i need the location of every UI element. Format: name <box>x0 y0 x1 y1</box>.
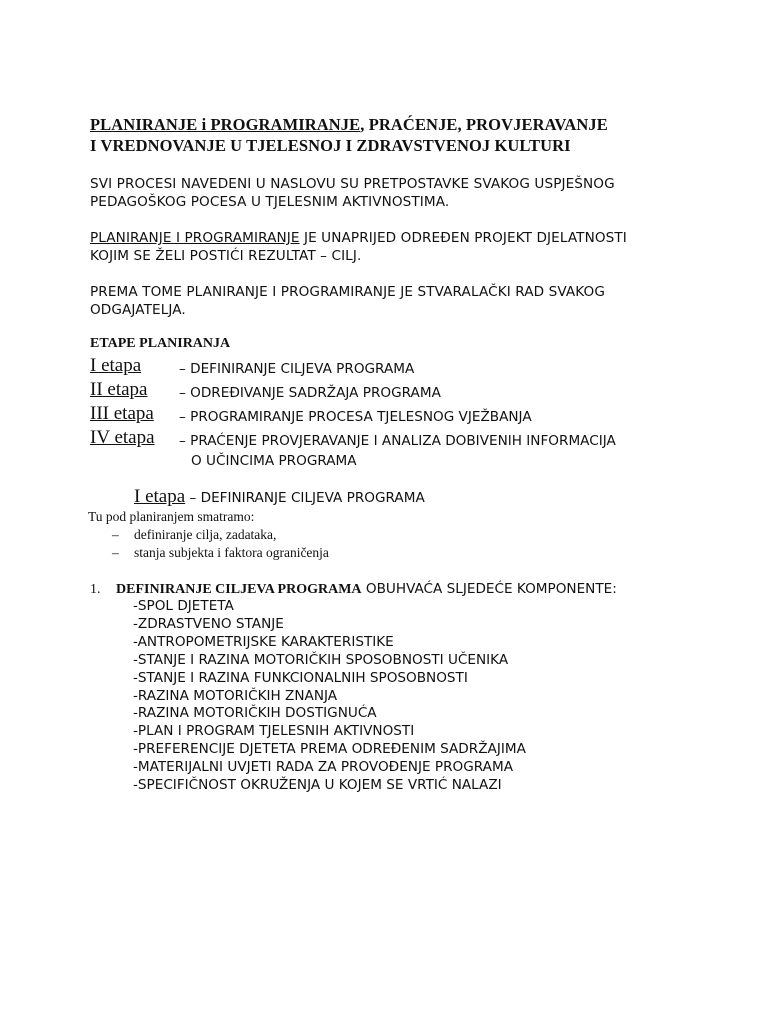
title-line-1 <box>90 114 608 135</box>
section-heading-rest: – DEFINIRANJE CILJEVA PROGRAMA <box>185 490 425 506</box>
dash-marker: – <box>112 527 119 542</box>
components-list <box>133 598 526 795</box>
title-underlined-part: PLANIRANJE i PROGRAMIRANJE <box>90 115 361 134</box>
title-line-2: I VREDNOVANJE U TJELESNOJ I ZDRAVSTVENOJ KULTURI <box>90 136 571 155</box>
item-number: 1. <box>90 582 101 597</box>
etapa-description-continuation: O UČINCIMA PROGRAMA <box>191 453 357 469</box>
section-etapa-label: I etapa <box>134 486 186 507</box>
dash-list <box>112 526 329 562</box>
intro-paragraph-3 <box>90 283 605 319</box>
etapa-description: – PROGRAMIRANJE PROCESA TJELESNOG VJEŽBANJA <box>179 409 532 425</box>
defined-term: PLANIRANJE I PROGRAMIRANJE <box>90 230 300 246</box>
paragraph-line: PEDAGOŠKOG POCESA U TJELESNIM AKTIVNOSTIMA. <box>90 194 450 210</box>
component-item: -RAZINA MOTORIČKIH ZNANJA <box>133 687 338 704</box>
component-item: -MATERIJALNI UVJETI RADA ZA PROVOĐENJE PROGRAMA <box>133 759 513 776</box>
numbered-item-1 <box>90 580 617 598</box>
section-intro: Tu pod planiranjem smatramo: <box>88 509 255 524</box>
title-line-1-rest: , PRAĆENJE, PROVJERAVANJE <box>360 115 608 134</box>
etapa-label: I etapa <box>90 355 142 376</box>
etapa-description-line: – PRAĆENJE PROVJERAVANJE I ANALIZA DOBIVENIH INFORMACIJA <box>179 433 616 449</box>
paragraph-line: KOJIM SE ŽELI POSTIĆI REZULTAT – CILJ. <box>90 248 362 264</box>
numbered-item-rest: OBUHVAĆA SLJEDEĆE KOMPONENTE: <box>361 581 617 597</box>
component-item: -STANJE I RAZINA MOTORIČKIH SPOSOBNOSTI UČENIKA <box>133 651 509 668</box>
component-item: -PLAN I PROGRAM TJELESNIH AKTIVNOSTI <box>133 723 415 740</box>
component-item: -SPECIFIČNOST OKRUŽENJA U KOJEM SE VRTIĆ NALAZI <box>133 777 502 794</box>
etapa-label: II etapa <box>90 379 148 400</box>
component-item: -ZDRASTVENO STANJE <box>133 615 284 632</box>
paragraph-line: SVI PROCESI NAVEDENI U NASLOVU SU PRETPOSTAVKE SVAKOG USPJEŠNOG <box>90 176 615 192</box>
section-heading <box>134 486 425 508</box>
component-item: -PREFERENCIJE DJETETA PREMA ODREĐENIM SADRŽAJIMA <box>133 741 526 758</box>
etapa-description: – DEFINIRANJE CILJEVA PROGRAMA <box>179 361 415 377</box>
intro-paragraph-1 <box>90 175 615 211</box>
etape-heading: ETAPE PLANIRANJA <box>90 336 231 351</box>
paragraph-line: ODGAJATELJA. <box>90 302 186 318</box>
list-item-text: definiranje cilja, zadataka, <box>134 527 277 542</box>
component-item: -ANTROPOMETRIJSKE KARAKTERISTIKE <box>133 633 394 650</box>
dash-marker: – <box>112 545 119 560</box>
component-item: -SPOL DJETETA <box>133 598 234 614</box>
component-item: -RAZINA MOTORIČKIH DOSTIGNUĆA <box>133 705 377 722</box>
etapa-label: III etapa <box>90 403 154 424</box>
etapa-description <box>179 431 699 471</box>
document-title <box>90 114 608 156</box>
paragraph-line-rest: JE UNAPRIJED ODREĐEN PROJEKT DJELATNOSTI <box>299 230 627 246</box>
numbered-item-bold: DEFINIRANJE CILJEVA PROGRAMA <box>116 582 362 597</box>
paragraph-line <box>90 229 627 247</box>
list-item-text: stanja subjekta i faktora ograničenja <box>134 545 329 560</box>
etapa-label: IV etapa <box>90 427 155 448</box>
list-item <box>112 544 329 562</box>
etapa-description: – ODREĐIVANJE SADRŽAJA PROGRAMA <box>179 385 441 401</box>
paragraph-line: PREMA TOME PLANIRANJE I PROGRAMIRANJE JE STVARALAČKI RAD SVAKOG <box>90 284 605 300</box>
component-item: -STANJE I RAZINA FUNKCIONALNIH SPOSOBNOSTI <box>133 669 468 686</box>
intro-paragraph-2 <box>90 229 627 265</box>
list-item <box>112 526 329 544</box>
